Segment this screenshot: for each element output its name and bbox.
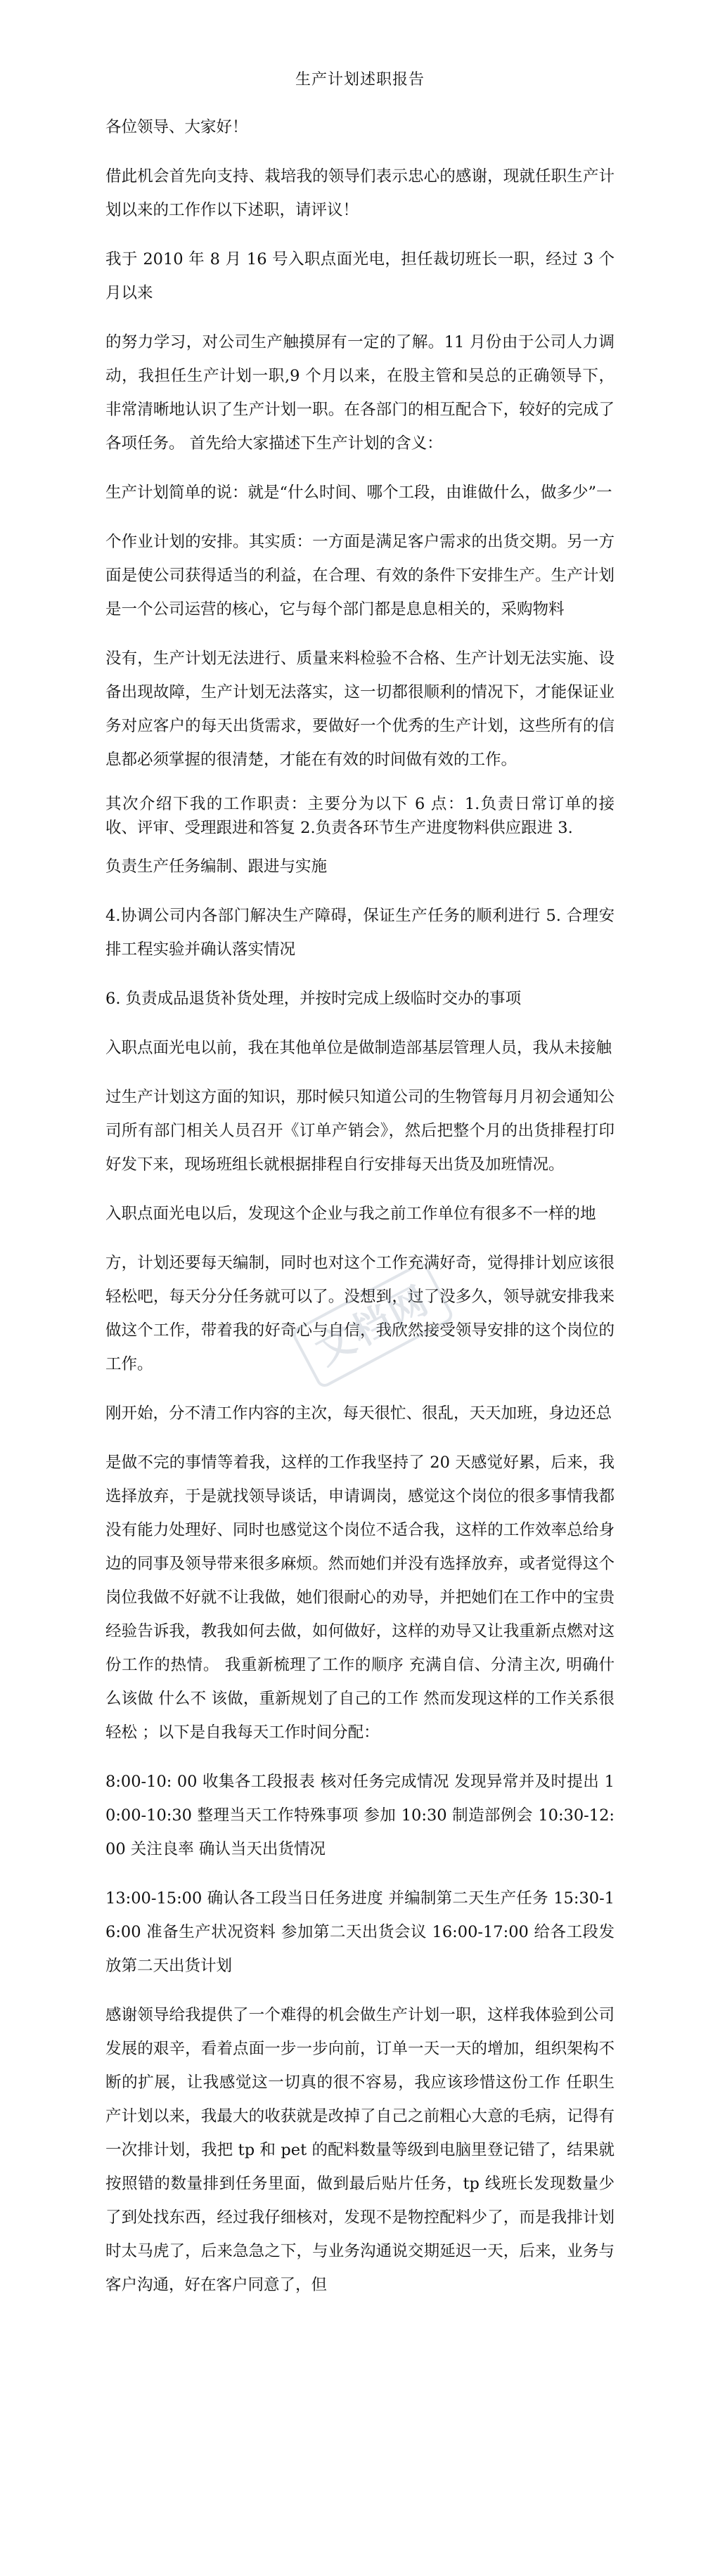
paragraph-persistence: 是做不完的事情等着我，这样的工作我坚持了 20 天感觉好累，后来，我选择放弃，于是就找领导谈话，申请调岗，感觉这个岗位的很多事情我都没有能力处理好、同时也感觉这个岗位不适合我，这样的工作效率总给身边的同事及领导带来很多麻烦。然而她们并没有选择放弃，或者觉得这个岗位我做不好就不让我做，她们很耐心的劝导，并把她们在工作中的宝贵经验告诉我，教我如何去做，如何做好，这样的劝导又让我重新点燃对这份工作的热情。 我重新梳理了工作的顺序 充满自信、分清主次, 明确什么该做 什么不 该做，重新规划了自己的工作 然而发现这样的工作关系很轻松 ；以下是自我每天工作时间分配： <box>105 1454 615 1742</box>
paragraph-duty-3: 负责生产任务编制、跟进与实施 <box>105 857 328 876</box>
paragraph-plan-essence: 个作业计划的安排。其实质：一方面是满足客户需求的出货交期。另一方面是使公司获得适当的利益，在合理、有效的条件下安排生产。生产计划是一个公司运营的核心，它与每个部门都是息息相关的，采购物料 <box>105 533 615 619</box>
paragraph-plan-definition: 生产计划简单的说：就是“什么时间、哪个工段，由谁做什么，做多少”一 <box>105 484 612 502</box>
paragraph-thanks: 借此机会首先向支持、栽培我的领导们表示忠心的感谢，现就任职生产计 划以来的工作作以下述职，请评议！ <box>105 167 615 219</box>
document-title: 生产计划述职报告 <box>295 71 425 89</box>
paragraph-gratitude: 感谢领导给我提供了一个难得的机会做生产计划一职，这样我体验到公司发展的艰辛，看着点面一步一步向前，订单一天一天的增加，组织架构不断的扩展，让我感觉这一切真的很不容易，我应该珍惜这份工作 任职生产计划以来，我最大的收获就是改掉了自己之前粗心大意的毛病，记得有一次排计划，我把 tp 和 pet 的配料数量等级到电脑里登记错了，结果就按照错的数量排到任务里面，做到最后贴片任务，tp 线班长发现数量少了到处找东西，经过我仔细核对，发现不是物控配料少了，而是我排计划时太马虎了，后来急急之下，与业务沟通说交期延迟一天，后来，业务与客户沟通，好在客户同意了，但 <box>105 2006 615 2294</box>
watermark-text: 文档网 <box>309 1278 437 1373</box>
document-page <box>105 67 615 2317</box>
paragraph-afternoon-schedule: 13:00-15:00 确认各工段当日任务进度 并编制第二天生产任务 15:30-16:00 准备生产状况资料 参加第二天出货会议 16:00-17:00 给各工段发放第二天出货计划 <box>105 1889 615 1975</box>
paragraph-duty-6: 6. 负责成品退货补货处理，并按时完成上级临时交办的事项 <box>105 990 522 1008</box>
paragraph-plan-conditions: 没有，生产计划无法进行、质量来料检验不合格、生产计划无法实施、设备出现故障，生产计划无法落实，这一切都很顺利的情况下，才能保证业务对应客户的每天出货需求，要做好一个优秀的生产计划，这些所有的信息都必须掌握的很清楚，才能在有效的时间做有效的工作。 <box>105 649 615 769</box>
paragraph-before-joining: 入职点面光电以前，我在其他单位是做制造部基层管理人员，我从未接触 <box>105 1039 612 1057</box>
paragraph-duty-4-5: 4.协调公司内各部门解决生产障碍，保证生产任务的顺利进行 5. 合理安排工程实验并确认落实情况 <box>105 907 615 959</box>
paragraph-learning: 的努力学习，对公司生产触摸屏有一定的了解。11 月份由于公司人力调动，我担任生产计划一职,9 个月以来，在股主管和吴总的正确领导下，非常清晰地认识了生产计划一职。在各部门的相互配合下，较好的完成了各项任务。 首先给大家描述下生产计划的含义： <box>105 333 615 453</box>
paragraph-duties-intro: 其次介绍下我的工作职责：主要分为以下 6 点：1.负责日常订单的接收、评审、受理跟进和答复 2.负责各环节生产进度物料供应跟进 3. <box>105 795 615 837</box>
paragraph-greeting: 各位领导、大家好！ <box>105 118 248 136</box>
paragraph-curiosity: 方，计划还要每天编制，同时也对这个工作充满好奇，觉得排计划应该很轻松吧，每天分分任务就可以了。没想到，过了没多久，领导就安排我来做这个工作，带着我的好奇心与自信，我欣然接受领导安排的这个岗位的工作。 <box>105 1254 615 1373</box>
paragraph-after-joining: 入职点面光电以后，发现这个企业与我之前工作单位有很多不一样的地 <box>105 1205 596 1223</box>
paragraph-joining: 我于 2010 年 8 月 16 号入职点面光电，担任裁切班长一职，经过 3 个月以来 <box>105 250 615 302</box>
paragraph-previous-knowledge: 过生产计划这方面的知识，那时候只知道公司的生物管每月月初会通知公司所有部门相关人员召开《订单产销会》，然后把整个月的出货排程打印好发下来，现场班组长就根据排程自行安排每天出货及加班情况。 <box>105 1088 615 1174</box>
paragraph-morning-schedule: 8:00-10: 00 收集各工段报表 核对任务完成情况 发现异常并及时提出 10:00-10:30 整理当天工作特殊事项 参加 10:30 制造部例会 10:30-12:00 关注良率 确认当天出货情况 <box>105 1773 615 1858</box>
paragraph-beginning: 刚开始，分不清工作内容的主次，每天很忙、很乱，天天加班，身边还总 <box>105 1404 612 1423</box>
